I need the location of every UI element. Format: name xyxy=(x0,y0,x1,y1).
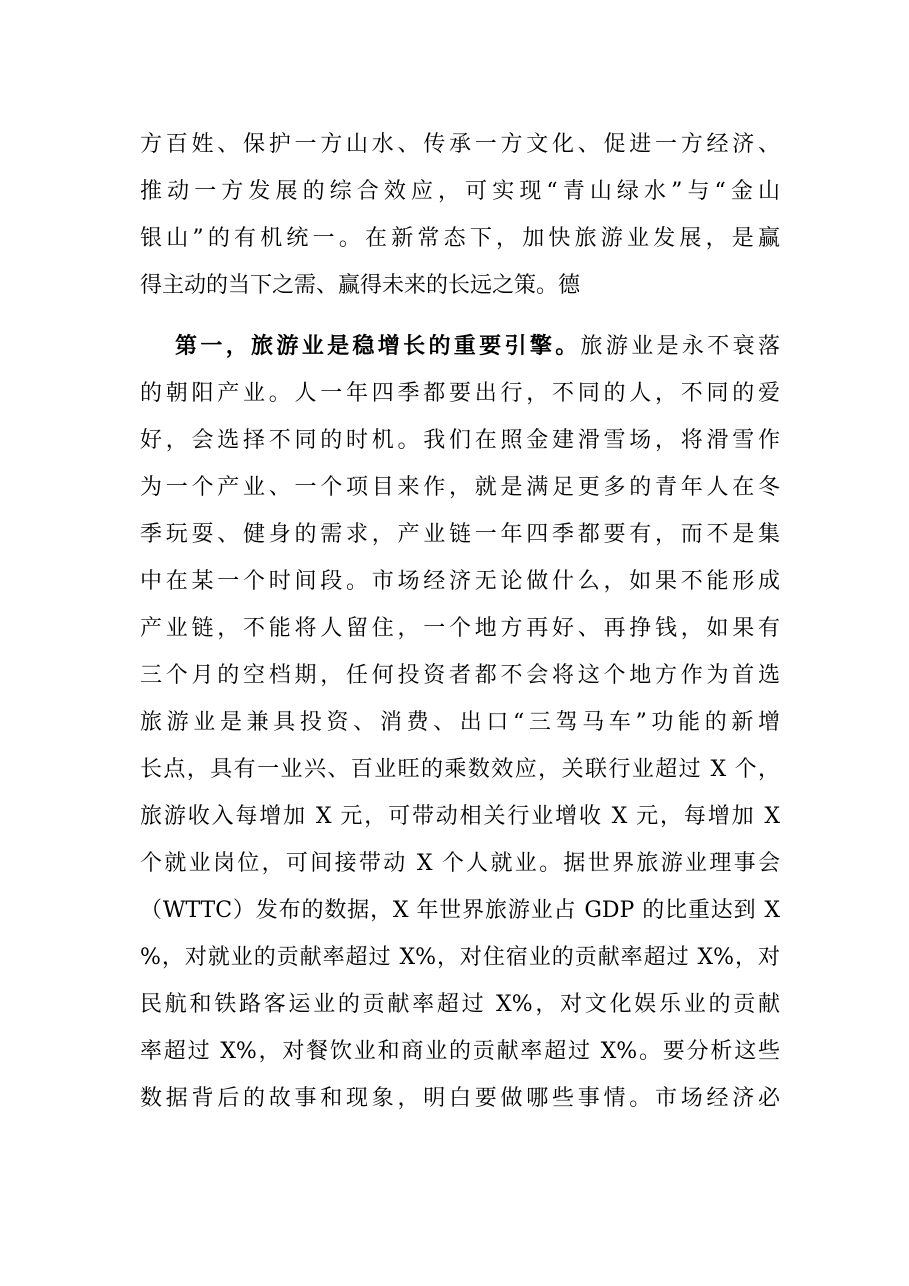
text-line: 中在某一个时间段。市场经济无论做什么，如果不能形成 xyxy=(140,569,780,594)
text-line: 好，会选择不同的时机。我们在照金建滑雪场，将滑雪作 xyxy=(140,428,780,453)
text-line: 得主动的当下之需、赢得未来的长远之策。德 xyxy=(140,273,581,298)
text-line: 旅游收入每增加 X 元，可带动相关行业增收 X 元，每增加 X xyxy=(140,804,780,829)
text-line: 数据背后的故事和现象，明白要做哪些事情。市场经济必 xyxy=(140,1086,780,1111)
text-line: 民航和铁路客运业的贡献率超过 X%，对文化娱乐业的贡献 xyxy=(140,992,780,1017)
text-line: 的朝阳产业。人一年四季都要出行，不同的人，不同的爱 xyxy=(140,381,780,406)
paragraph-heading: 第一，旅游业是稳增长的重要引擎。 xyxy=(175,334,581,359)
text-line: （WTTC）发布的数据，X 年世界旅游业占 GDP 的比重达到 X xyxy=(140,898,780,923)
text-line: 个就业岗位，可间接带动 X 个人就业。据世界旅游业理事会 xyxy=(140,851,780,876)
text-line: 方百姓、保护一方山水、传承一方文化、促进一方经济、 xyxy=(140,132,780,157)
paragraph-first-point xyxy=(140,323,780,1122)
paragraph-lead-line xyxy=(140,323,780,370)
text-line: 三个月的空档期，任何投资者都不会将这个地方作为首选 xyxy=(140,663,780,688)
text-line: 推动一方发展的综合效应，可实现“青山绿水”与“金山 xyxy=(140,179,780,204)
text-line: 为一个产业、一个项目来作，就是满足更多的青年人在冬 xyxy=(140,475,780,500)
text-line: %，对就业的贡献率超过 X%，对住宿业的贡献率超过 X%，对 xyxy=(140,945,780,970)
text-line: 长点，具有一业兴、百业旺的乘数效应，关联行业超过 X 个， xyxy=(140,757,780,782)
text-line: 银山”的有机统一。在新常态下，加快旅游业发展，是赢 xyxy=(140,226,780,251)
text-line: 产业链，不能将人留住，一个地方再好、再挣钱，如果有 xyxy=(140,616,780,641)
text-line: 季玩耍、健身的需求，产业链一年四季都要有，而不是集 xyxy=(140,522,780,547)
paragraph-intro xyxy=(140,121,780,309)
text-line: 率超过 X%，对餐饮业和商业的贡献率超过 X%。要分析这些 xyxy=(140,1039,780,1064)
text-line: 旅游业是兼具投资、消费、出口“三驾马车”功能的新增 xyxy=(140,710,780,735)
paragraph-lead-text: 旅游业是永不衰落 xyxy=(580,334,780,359)
